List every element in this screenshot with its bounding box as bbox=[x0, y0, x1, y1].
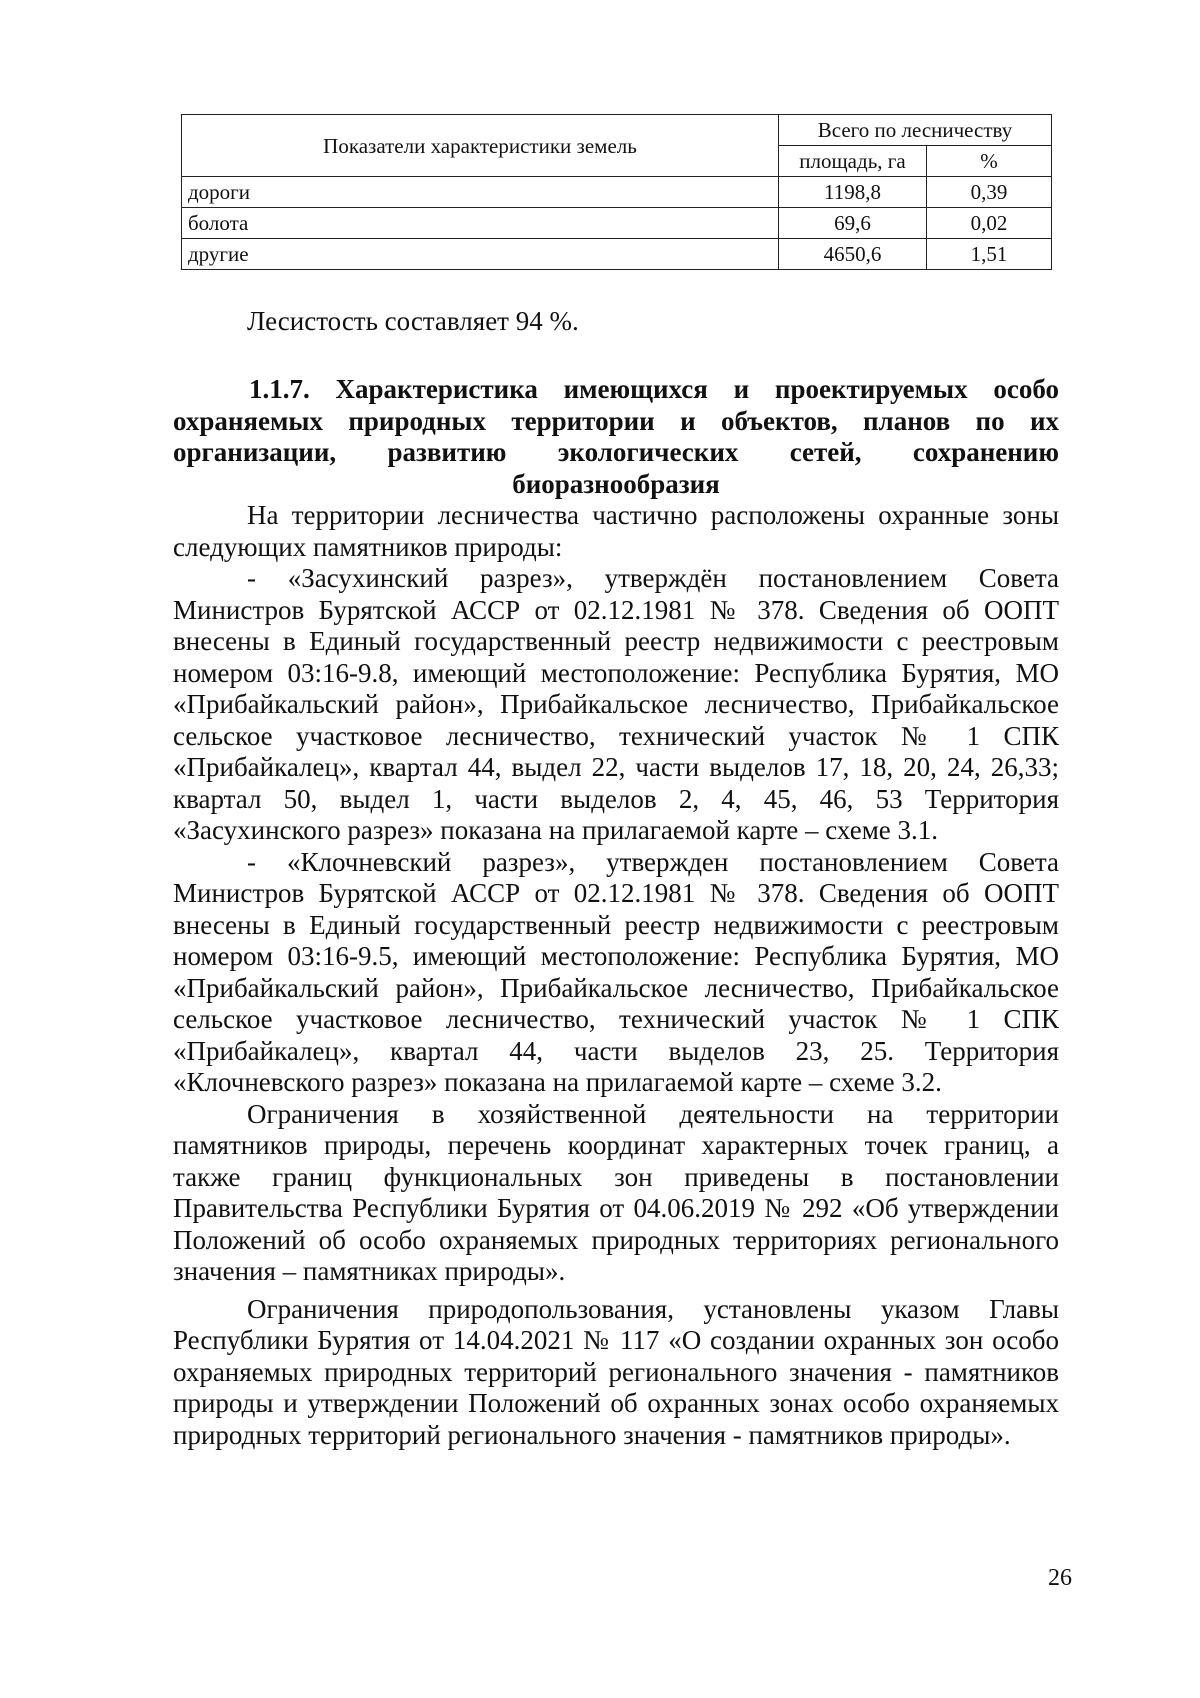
table-header-area: площадь, га bbox=[779, 146, 927, 177]
table-cell-name: другие bbox=[182, 239, 779, 270]
page-number: 26 bbox=[1048, 1565, 1072, 1591]
table-row bbox=[182, 177, 1052, 208]
paragraph-restrictions-activity: Ограничения в хозяйственной деятельности на территории памятников природы, перечень координат характерных точек границ, а также границ функциональных зон приведены в постановлении Правительства Республики Бурятия от 04.06.2019 № 292 «Об утверждении Положений об особо охраняемых природных территориях регионального значения – памятниках природы». bbox=[173, 1098, 1059, 1286]
paragraph-monument-zasukhinsky: - «Засухинский разрез», утверждён постановлением Совета Министров Бурятской АССР от 02.12.1981 № 378. Сведения об ООПТ внесены в Единый государственный реестр недвижимости с реестровым номером 03:16-9.8, имеющий местоположение: Республика Бурятия, МО «Прибайкальский район», Прибайкальское лесничество, Прибайкальское сельское участковое лесничество, технический участок № 1 СПК «Прибайкалец», квартал 44, выдел 22, части выделов 17, 18, 20, 24, 26,33; квартал 50, выдел 1, части выделов 2, 4, 45, 46, 53 Территория «Засухинского разрез» показана на прилагаемой карте – схеме 3.1. bbox=[173, 563, 1059, 845]
table-header-indicator: Показатели характеристики земель bbox=[182, 115, 779, 177]
table-cell-area: 4650,6 bbox=[779, 239, 927, 270]
table-header-percent: % bbox=[927, 146, 1052, 177]
table-row bbox=[182, 208, 1052, 239]
land-characteristics-table bbox=[181, 114, 1052, 270]
paragraph-monument-klochnevsky: - «Клочневский разрез», утвержден постановлением Совета Министров Бурятской АССР от 02.12.1981 № 378. Сведения об ООПТ внесены в Единый государственный реестр недвижимости с реестровым номером 03:16-9.5, имеющий местоположение: Республика Бурятия, МО «Прибайкальский район», Прибайкальское лесничество, Прибайкальское сельское участковое лесничество, технический участок № 1 СПК «Прибайкалец», квартал 44, части выделов 23, 25. Территория «Клочневского разрез» показана на прилагаемой карте – схеме 3.2. bbox=[173, 846, 1059, 1097]
section-body bbox=[173, 374, 1059, 1451]
table-cell-name: дороги bbox=[182, 177, 779, 208]
section-heading: 1.1.7. Характеристика имеющихся и проектируемых особо охраняемых природных территории и объектов, планов по их организации, развитию экологических сетей, сохранению биоразнообразия bbox=[173, 374, 1059, 499]
forest-cover-text: Лесистость составляет 94 %. bbox=[247, 306, 579, 336]
table-cell-percent: 0,02 bbox=[927, 208, 1052, 239]
paragraph-intro: На территории лесничества частично расположены охранные зоны следующих памятников природы: bbox=[173, 500, 1059, 562]
table-cell-name: болота bbox=[182, 208, 779, 239]
paragraph-restrictions-nature-use: Ограничения природопользования, установлены указом Главы Республики Бурятия от 14.04.2021 № 117 «О создании охранных зон особо охраняемых природных территорий регионального значения - памятников природы и утверждении Положений об охранных зонах особо охраняемых природных территорий регионального значения - памятников природы». bbox=[173, 1293, 1059, 1450]
table-cell-area: 1198,8 bbox=[779, 177, 927, 208]
table-header-group: Всего по лесничеству bbox=[779, 115, 1052, 146]
table-cell-area: 69,6 bbox=[779, 208, 927, 239]
table-row bbox=[182, 239, 1052, 270]
table-cell-percent: 0,39 bbox=[927, 177, 1052, 208]
table-header-row bbox=[182, 115, 1052, 146]
table-cell-percent: 1,51 bbox=[927, 239, 1052, 270]
